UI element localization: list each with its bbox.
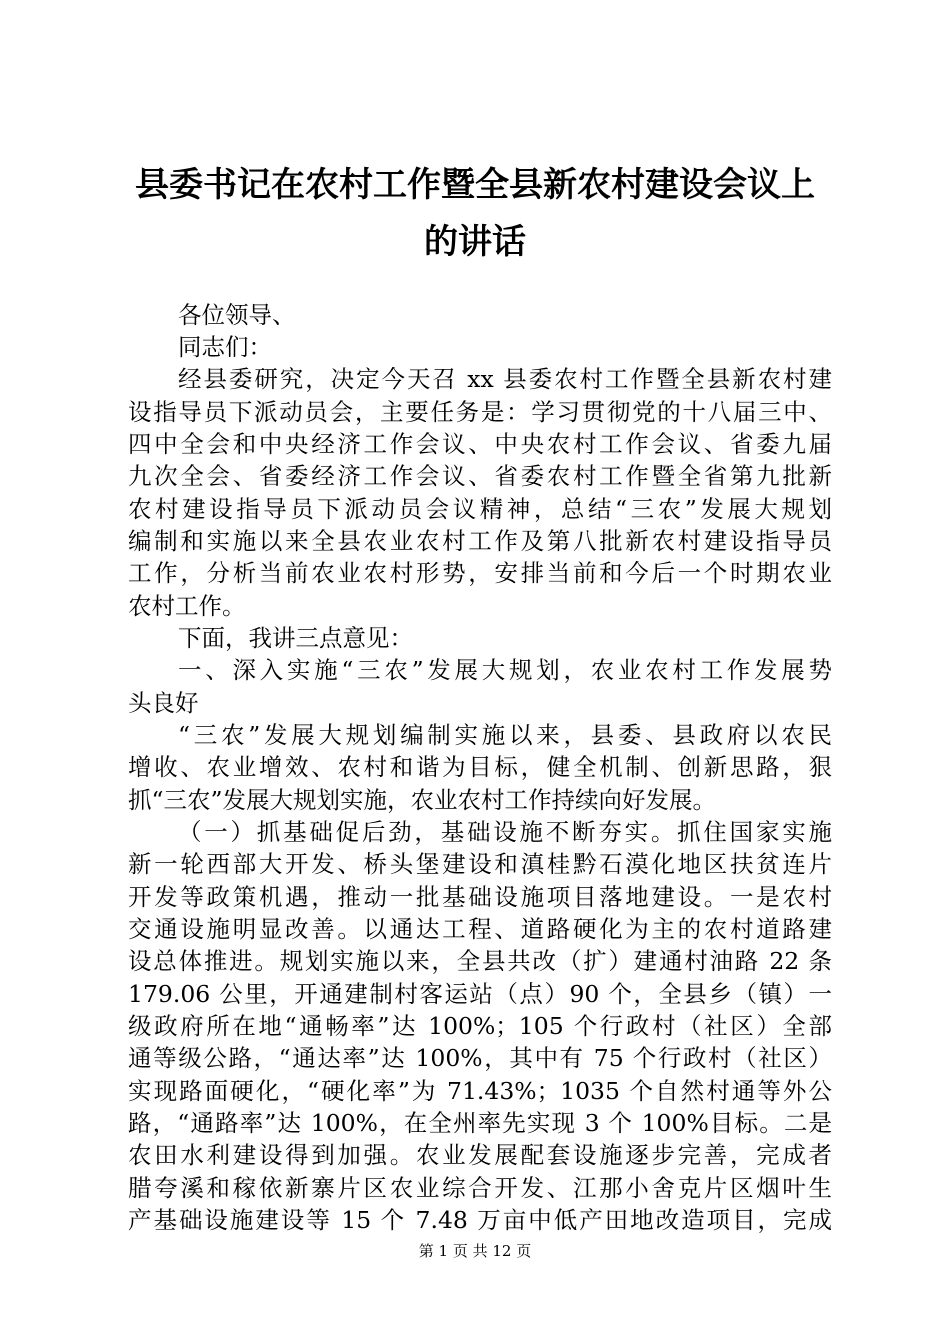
body-line: 交通设施明显改善。以通达工程、道路硬化为主的农村道路建: [128, 915, 832, 943]
body-line: 抓“三农”发展大规划实施，农业农村工作持续向好发展。: [128, 786, 717, 814]
body-line: 经县委研究，决定今天召 xx 县委农村工作暨全县新农村建: [178, 365, 832, 393]
body-line: 编制和实施以来全县农业农村工作及第八批新农村建设指导员: [128, 527, 832, 555]
body-line: 179.06 公里，开通建制村客运站（点）90 个，全县乡（镇）一: [128, 980, 832, 1008]
body-line: 设指导员下派动员会，主要任务是：学习贯彻党的十八届三中、: [128, 398, 832, 426]
body-line: 产基础设施建设等 15 个 7.48 万亩中低产田地改造项目，完成: [128, 1206, 832, 1234]
body-line: 腊夸溪和稼依新寨片区农业综合开发、江那小舍克片区烟叶生: [128, 1174, 832, 1202]
body-line: 下面，我讲三点意见：: [178, 624, 413, 652]
body-line: 工作，分析当前农业农村形势，安排当前和今后一个时期农业: [128, 559, 832, 587]
body-line: 增收、农业增效、农村和谐为目标，健全机制、创新思路，狠: [128, 753, 832, 781]
body-line: 路，“通路率”达 100%，在全州率先实现 3 个 100%目标。二是: [128, 1109, 832, 1137]
body-line: 农田水利建设得到加强。农业发展配套设施逐步完善，完成者: [128, 1141, 832, 1169]
body-line: 设总体推进。规划实施以来，全县共改（扩）建通村油路 22 条: [128, 947, 832, 975]
body-line: 开发等政策机遇，推动一批基础设施项目落地建设。一是农村: [128, 883, 832, 911]
section-heading-line: 一、深入实施“三农”发展大规划，农业农村工作发展势: [178, 656, 832, 684]
body-line: 农村工作。: [128, 592, 246, 620]
section-heading-line: 头良好: [128, 689, 199, 717]
salutation-line: 同志们：: [178, 333, 272, 361]
page-number-footer: 第 1 页 共 12 页: [418, 1242, 532, 1260]
body-line: 实现路面硬化，“硬化率”为 71.43%；1035 个自然村通等外公: [128, 1077, 832, 1105]
body-line: 九次全会、省委经济工作会议、省委农村工作暨全省第九批新: [128, 462, 832, 490]
body-line: 新一轮西部大开发、桥头堡建设和滇桂黔石漠化地区扶贫连片: [128, 850, 832, 878]
body-line: 四中全会和中央经济工作会议、中央农村工作会议、省委九届: [128, 430, 832, 458]
body-line: 农村建设指导员下派动员会议精神，总结“三农”发展大规划: [128, 495, 832, 523]
body-line: （一）抓基础促后劲，基础设施不断夯实。抓住国家实施: [178, 818, 832, 846]
document-title-line-1: 县委书记在农村工作暨全县新农村建设会议上: [135, 165, 815, 205]
document-title-line-2: 的讲话: [424, 222, 526, 262]
body-line: “三农”发展大规划编制实施以来，县委、县政府以农民: [178, 721, 832, 749]
body-line: 通等级公路，“通达率”达 100%，其中有 75 个行政村（社区）: [128, 1044, 832, 1072]
salutation-line: 各位领导、: [178, 301, 296, 329]
body-line: 级政府所在地“通畅率”达 100%；105 个行政村（社区）全部: [128, 1012, 832, 1040]
